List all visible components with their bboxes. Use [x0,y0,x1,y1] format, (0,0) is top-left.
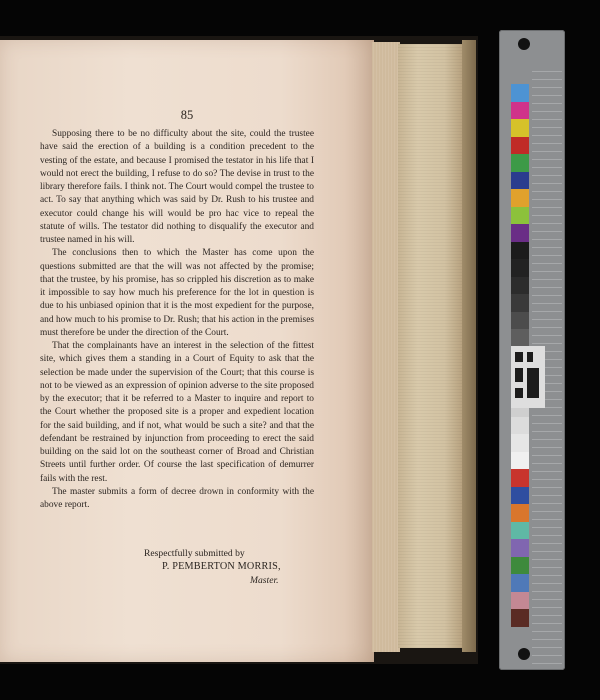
color-swatch [511,329,529,347]
closing-line: Respectfully submitted by [144,548,245,559]
color-swatch [511,84,529,102]
color-swatch [511,452,529,470]
color-swatch [511,539,529,557]
chart-hole-icon [518,648,530,660]
paragraph-1: Supposing there to be no difficulty about the site, could the trustee have said the erection of a building is a condition precedent to the vesting of the estate, and because I promised the testator in his life that I would not erect the building, I refuse to do so? The devise in trust to the library therefore fails. I think not. The Court would compel the trustee to act. To say that anything which was said by Dr. Rush to his trustee and executor could change his will would be pro hac vice to repeal the statute of wills. The testator did nothing to disqualify the executor and trustee named in his will. [40,129,314,245]
color-swatch [511,557,529,575]
color-swatch [511,434,529,452]
color-swatch [511,574,529,592]
color-swatch [511,609,529,627]
book-cover-edge [462,40,476,652]
color-swatch [511,172,529,190]
paragraph-2: The conclusions then to which the Master has come upon the questions submitted are that the will was not affected by the promise; that the trustee, by his promise, has so crippled his discretion as to make it impossible to say how much his preference for the lot in question is due to his unbiased opinion that it is the most expedient for the purpose, and how much to his promise to Dr. Rush; that his action in the premises must therefore be under the direction of the Court. [40,248,314,338]
paragraph-4: The master submits a form of decree drown in conformity with the above report. [40,486,314,510]
chart-hole-icon [518,38,530,50]
color-swatch [511,277,529,295]
color-swatch [511,119,529,137]
body-text [40,128,314,512]
color-swatch [511,522,529,540]
color-swatch [511,137,529,155]
resolution-target [511,346,545,408]
color-swatch [511,102,529,120]
color-swatch [511,259,529,277]
color-swatch [511,242,529,260]
page-edges [372,42,400,652]
color-swatch [511,154,529,172]
page-number: 85 [180,108,194,122]
color-swatch [511,312,529,330]
color-swatch [511,189,529,207]
signature-title: Master. [250,575,279,586]
color-swatch [511,294,529,312]
color-swatch [511,487,529,505]
paragraph-3: That the complainants have an interest in the selection of the fittest site, which gives them a standing in a Court of Equity to ask that the selection be made under the supervision of the Court; that this course is not to be viewed as an expression of opinion adverse to the site proposed by the executor; that it be referred to a Master to inquire and report to the Court whether the proposed site is a proper and expedient location for the said building, and if not, what would be such a site? and that the defendant be restrained by injunction from proceeding to erect the said building on the said lot on the southeast corner of Broad and Christian Streets until further order. Of course the last specification of demurrer fails with the rest. [40,341,314,484]
color-swatch [511,504,529,522]
color-swatch [511,224,529,242]
signature-name: P. PEMBERTON MORRIS, [162,561,281,572]
color-swatch [511,207,529,225]
color-swatch [511,592,529,610]
color-swatch [511,417,529,435]
color-swatch [511,469,529,487]
color-calibration-chart [499,30,565,670]
book-text-block [398,44,464,648]
